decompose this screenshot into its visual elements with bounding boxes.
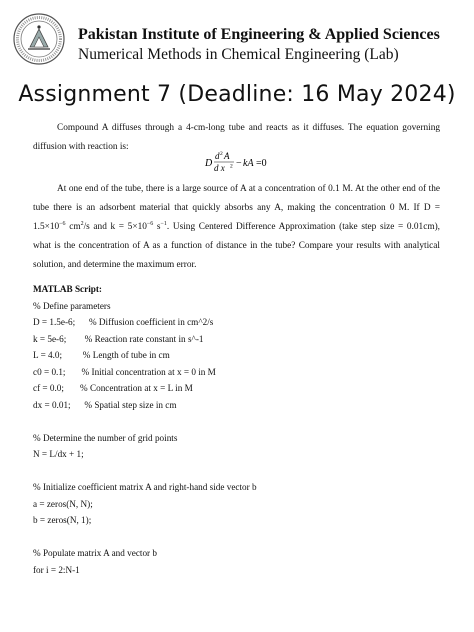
- svg-text:A: A: [224, 151, 230, 161]
- svg-text:=0: =0: [256, 158, 267, 169]
- diffusion-equation: [203, 148, 283, 178]
- svg-text:d: d: [215, 151, 220, 161]
- script-line: for i = 2:N-1: [33, 564, 80, 575]
- script-line: k = 5e-6; % Reaction rate constant in s^-1: [33, 333, 204, 344]
- script-line: % Initialize coefficient matrix A and right-hand side vector b: [33, 482, 257, 492]
- course-name: Numerical Methods in Chemical Engineering (Lab): [78, 46, 399, 63]
- script-line: a = zeros(N, N);: [33, 498, 93, 509]
- institution-name: Pakistan Institute of Engineering & Applied Sciences: [78, 26, 440, 43]
- script-line: % Determine the number of grid points: [33, 432, 178, 443]
- svg-text:2: 2: [230, 163, 233, 170]
- script-line: c0 = 0.1; % Initial concentration at x = 0 in M: [33, 366, 216, 377]
- script-line: L = 4.0; % Length of tube in cm: [33, 350, 170, 360]
- svg-text:d x: d x: [214, 163, 225, 173]
- svg-text:2: 2: [220, 151, 223, 157]
- svg-text:kA: kA: [243, 158, 254, 169]
- svg-text:−: −: [236, 158, 242, 169]
- script-line: % Define parameters: [33, 300, 111, 311]
- script-line: D = 1.5e-6; % Diffusion coefficient in cm^2/s: [33, 317, 214, 327]
- script-heading: MATLAB Script:: [33, 284, 102, 294]
- problem-statement: At one end of the tube, there is a large source of A at a concentration of 0.1 M. At the other end of the tube there is an adsorbent material that quickly absorbs any A, making the concentration 0 M. If $D = 1.5\times 10^{-6}$ $cm^2/s$ and $k = 5\times 10^{-6}$ $s^{-1}$. Using Centered Difference Approximation (take step size = 0.01cm), what is the concentration of A as a function of distance in the tube? Compare your results with analytical solution, and determine the maximum error.: [33, 184, 440, 270]
- script-line: N = L/dx + 1;: [33, 449, 84, 459]
- script-line: cf = 0.0; % Concentration at x = L in M: [33, 383, 193, 393]
- script-line: dx = 0.01; % Spatial step size in cm: [33, 399, 177, 410]
- script-line: % Populate matrix A and vector b: [33, 548, 158, 558]
- script-line: [33, 529, 257, 546]
- institute-logo: [13, 13, 65, 65]
- script-line: b = zeros(N, 1);: [33, 515, 92, 525]
- script-line: [33, 413, 257, 430]
- svg-text:D: D: [205, 158, 213, 169]
- matlab-script: [33, 281, 257, 578]
- problem-intro: Compound A diffuses through a 4-cm-long tube and reacts as it diffuses. The equation governing diffusion with reaction is:: [33, 123, 440, 152]
- script-line: [33, 463, 257, 480]
- assignment-title: Assignment 7 (Deadline: 16 May 2024): [18, 82, 456, 107]
